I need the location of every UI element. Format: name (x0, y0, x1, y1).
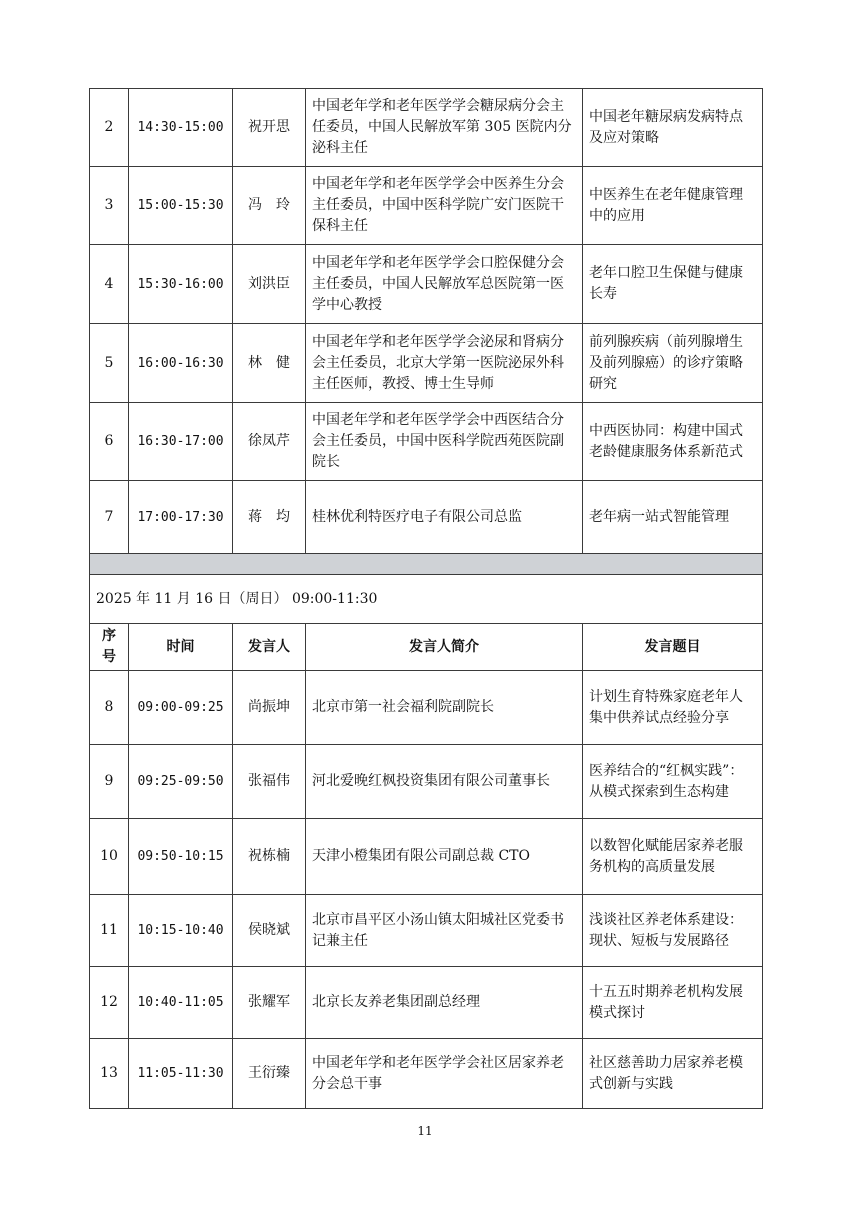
row-time: 16:30-17:00 (129, 403, 233, 481)
row-speaker: 冯 玲 (233, 167, 306, 245)
row-speaker: 王衍臻 (233, 1039, 306, 1109)
row-number: 4 (90, 245, 129, 324)
row-number: 5 (90, 324, 129, 403)
column-header-topic: 发言题目 (583, 624, 763, 671)
row-number: 10 (90, 819, 129, 895)
row-bio: 中国老年学和老年医学学会糖尿病分会主任委员，中国人民解放军第 305 医院内分泌科主任 (306, 89, 583, 167)
table-row (90, 403, 763, 481)
table-row (90, 1039, 763, 1109)
row-speaker: 刘洪臣 (233, 245, 306, 324)
column-header-speaker: 发言人 (233, 624, 306, 671)
row-topic: 医养结合的“红枫实践”：从模式探索到生态构建 (583, 745, 763, 819)
row-time: 09:50-10:15 (129, 819, 233, 895)
row-speaker: 张福伟 (233, 745, 306, 819)
row-bio: 中国老年学和老年医学学会社区居家养老分会总干事 (306, 1039, 583, 1109)
row-time: 10:40-11:05 (129, 967, 233, 1039)
row-bio: 中国老年学和老年医学学会泌尿和肾病分会主任委员，北京大学第一医院泌尿外科主任医师，教授、博士生导师 (306, 324, 583, 403)
table-row (90, 745, 763, 819)
row-speaker: 徐凤芹 (233, 403, 306, 481)
table-row (90, 967, 763, 1039)
row-time: 16:00-16:30 (129, 324, 233, 403)
row-topic: 计划生育特殊家庭老年人集中供养试点经验分享 (583, 671, 763, 745)
table-row (90, 89, 763, 167)
row-bio: 北京长友养老集团副总经理 (306, 967, 583, 1039)
row-number: 2 (90, 89, 129, 167)
row-topic: 中医养生在老年健康管理中的应用 (583, 167, 763, 245)
row-number: 12 (90, 967, 129, 1039)
row-topic: 老年病一站式智能管理 (583, 481, 763, 554)
row-time: 11:05-11:30 (129, 1039, 233, 1109)
column-header-bio: 发言人简介 (306, 624, 583, 671)
row-number: 8 (90, 671, 129, 745)
row-number: 7 (90, 481, 129, 554)
row-bio: 天津小橙集团有限公司副总裁 CTO (306, 819, 583, 895)
row-number: 3 (90, 167, 129, 245)
row-time: 09:25-09:50 (129, 745, 233, 819)
table-row (90, 245, 763, 324)
row-speaker: 尚振坤 (233, 671, 306, 745)
row-time: 14:30-15:00 (129, 89, 233, 167)
row-topic: 以数智化赋能居家养老服务机构的高质量发展 (583, 819, 763, 895)
schedule-table (89, 88, 763, 1109)
row-time: 17:00-17:30 (129, 481, 233, 554)
column-header-row (90, 624, 763, 671)
row-speaker: 祝开思 (233, 89, 306, 167)
row-number: 11 (90, 895, 129, 967)
row-topic: 社区慈善助力居家养老模式创新与实践 (583, 1039, 763, 1109)
row-time: 15:30-16:00 (129, 245, 233, 324)
day-header: 2025 年 11 月 16 日（周日） 09:00-11:30 (90, 575, 763, 624)
row-topic: 中西医协同：构建中国式老龄健康服务体系新范式 (583, 403, 763, 481)
divider-band (90, 554, 763, 575)
table-row (90, 324, 763, 403)
row-speaker: 林 健 (233, 324, 306, 403)
row-bio: 河北爱晚红枫投资集团有限公司董事长 (306, 745, 583, 819)
row-topic: 老年口腔卫生保健与健康长寿 (583, 245, 763, 324)
row-topic: 十五五时期养老机构发展模式探讨 (583, 967, 763, 1039)
row-bio: 中国老年学和老年医学学会中西医结合分会主任委员，中国中医科学院西苑医院副院长 (306, 403, 583, 481)
row-time: 15:00-15:30 (129, 167, 233, 245)
column-header-time: 时间 (129, 624, 233, 671)
row-time: 10:15-10:40 (129, 895, 233, 967)
row-topic: 中国老年糖尿病发病特点及应对策略 (583, 89, 763, 167)
column-header-number: 序号 (90, 624, 129, 671)
table-row (90, 167, 763, 245)
row-topic: 前列腺疾病（前列腺增生及前列腺癌）的诊疗策略研究 (583, 324, 763, 403)
section-divider (90, 554, 763, 575)
table-row (90, 895, 763, 967)
row-bio: 北京市昌平区小汤山镇太阳城社区党委书记兼主任 (306, 895, 583, 967)
table-row (90, 481, 763, 554)
row-speaker: 祝栋楠 (233, 819, 306, 895)
row-time: 09:00-09:25 (129, 671, 233, 745)
schedule-body-upper (90, 89, 763, 1109)
row-number: 13 (90, 1039, 129, 1109)
page-number: 11 (417, 1124, 433, 1138)
row-number: 9 (90, 745, 129, 819)
row-speaker: 侯晓斌 (233, 895, 306, 967)
row-bio: 中国老年学和老年医学学会中医养生分会主任委员，中国中医科学院广安门医院干保科主任 (306, 167, 583, 245)
row-number: 6 (90, 403, 129, 481)
table-row (90, 671, 763, 745)
day-header-row (90, 575, 763, 624)
row-topic: 浅谈社区养老体系建设：现状、短板与发展路径 (583, 895, 763, 967)
row-bio: 桂林优利特医疗电子有限公司总监 (306, 481, 583, 554)
table-row (90, 819, 763, 895)
row-speaker: 蒋 均 (233, 481, 306, 554)
row-speaker: 张耀军 (233, 967, 306, 1039)
row-bio: 北京市第一社会福利院副院长 (306, 671, 583, 745)
row-bio: 中国老年学和老年医学学会口腔保健分会主任委员，中国人民解放军总医院第一医学中心教授 (306, 245, 583, 324)
